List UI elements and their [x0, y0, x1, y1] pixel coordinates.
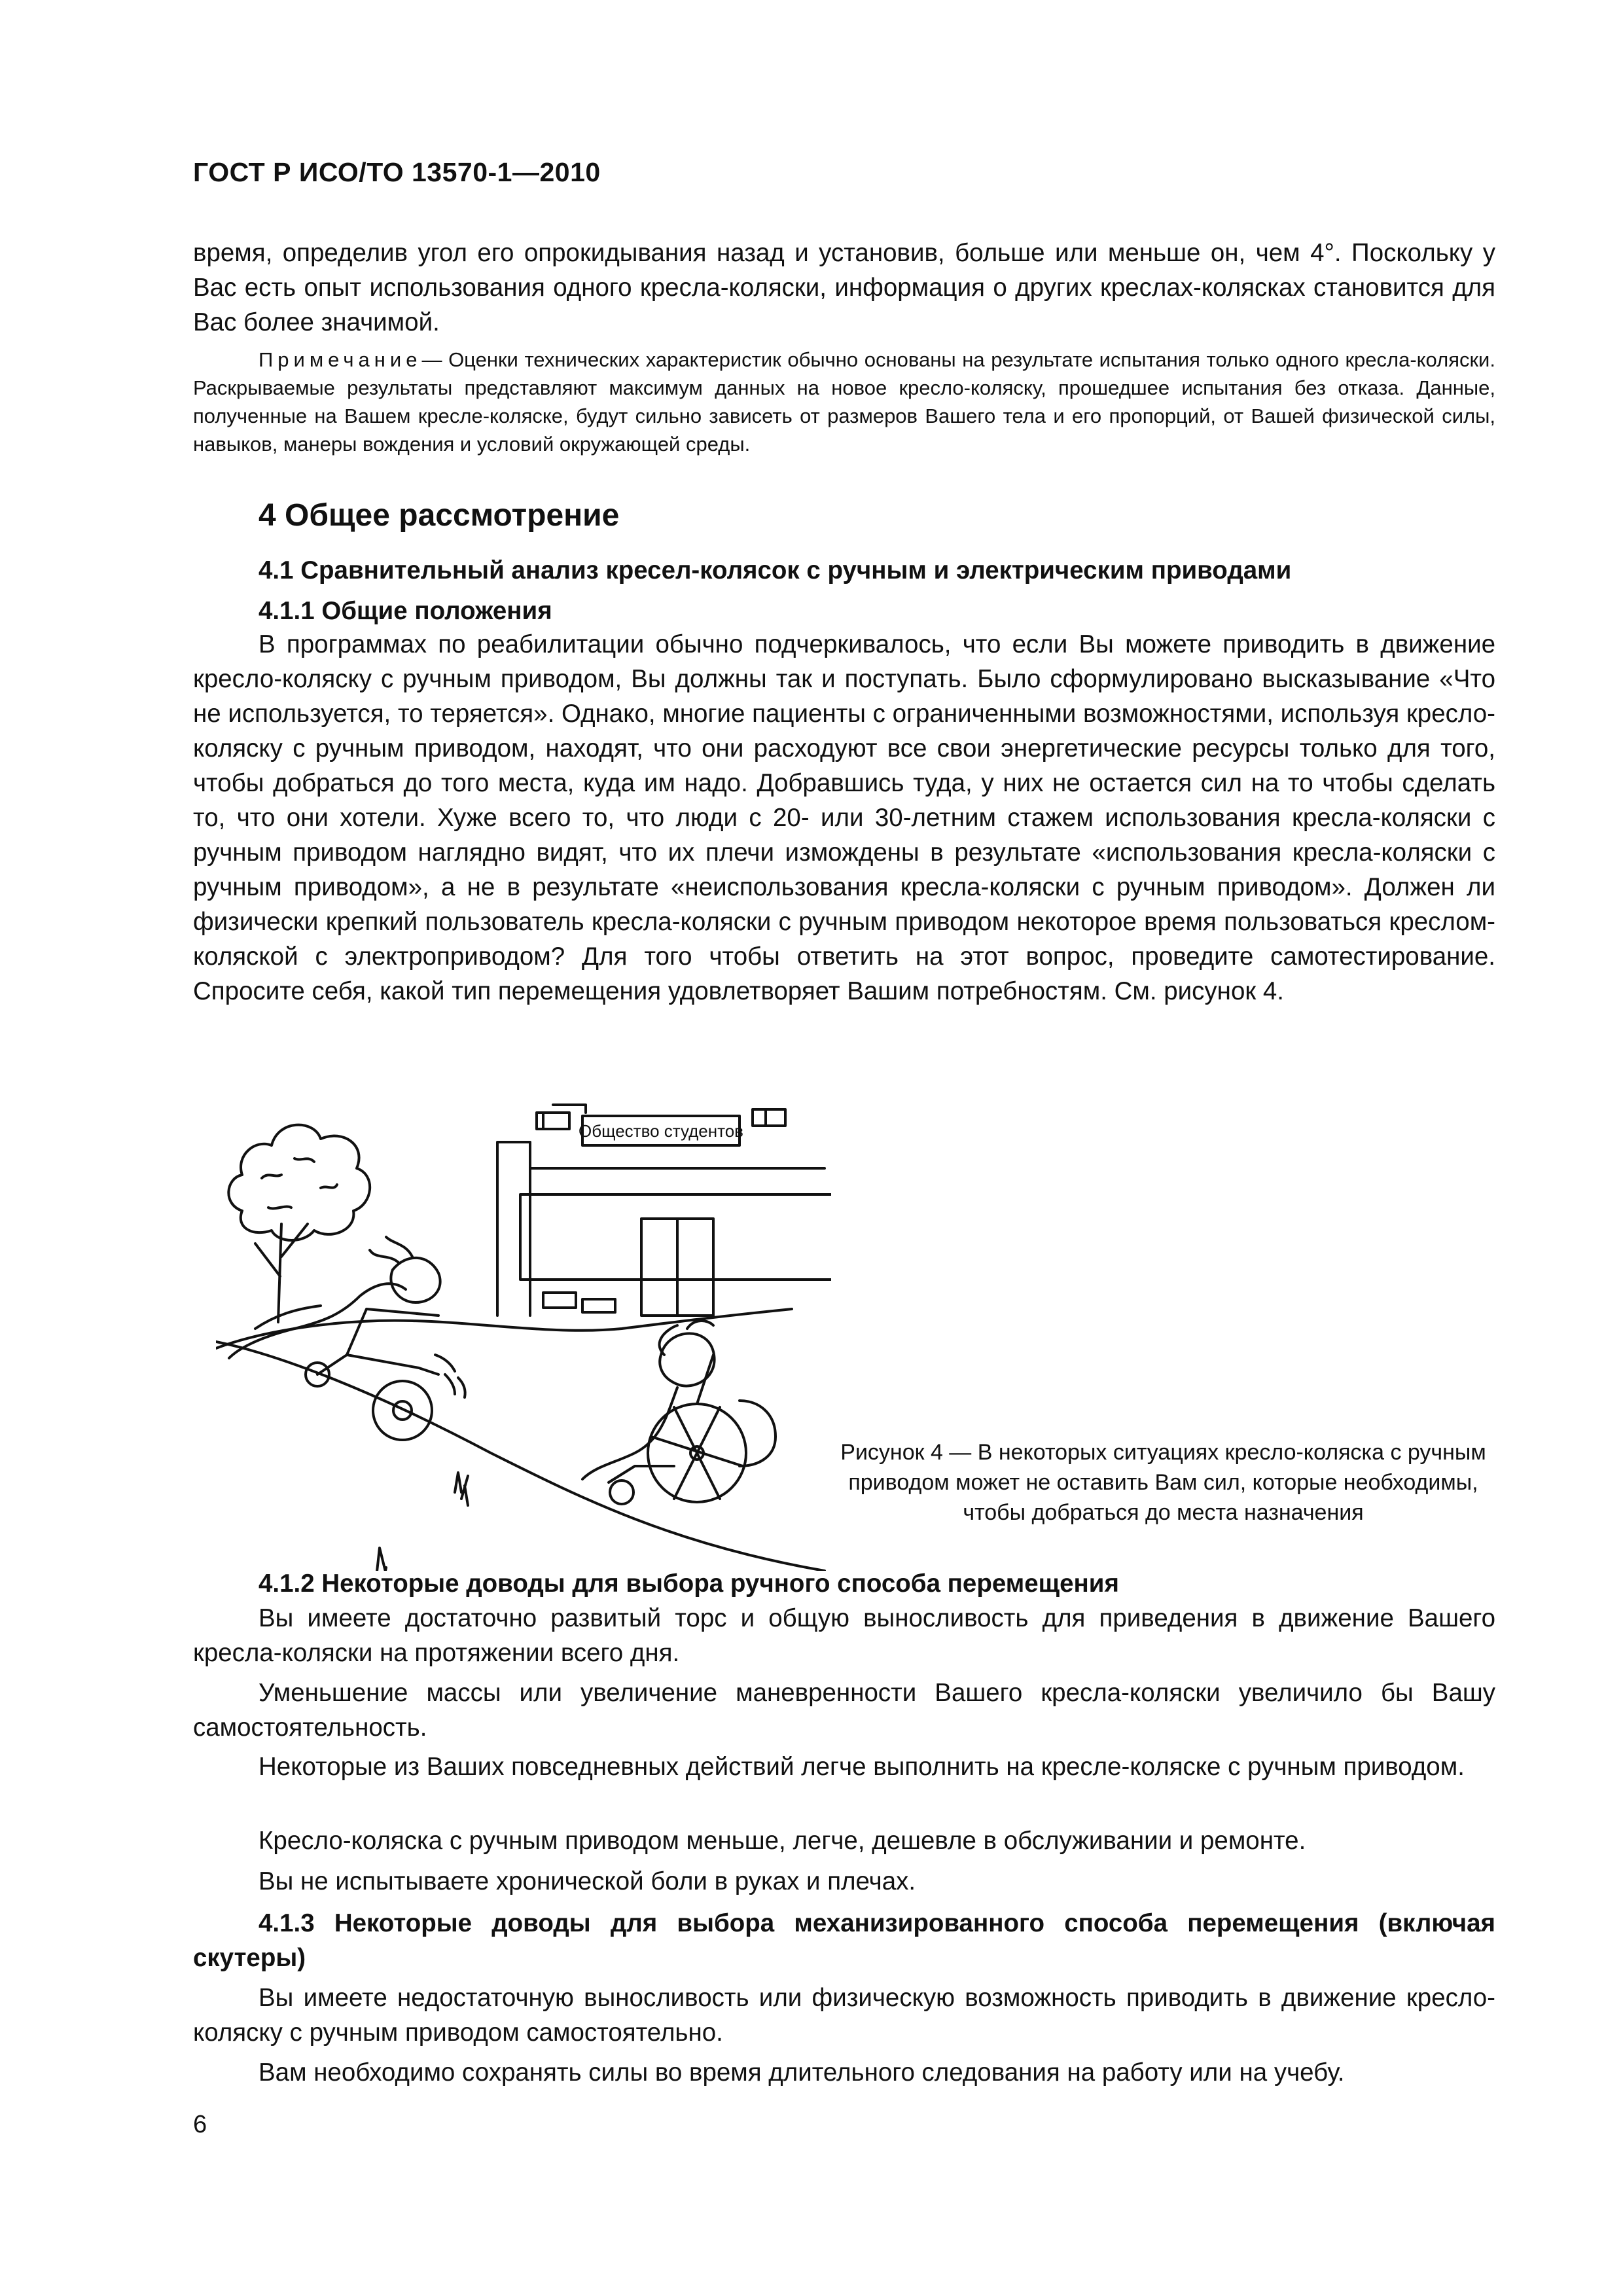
s413-item-2: Вам необходимо сохранять силы во время длительного следования на работу или на учебу. — [259, 2058, 1345, 2087]
tree-drawing — [228, 1125, 370, 1322]
s412-item-4: Кресло-коляска с ручным приводом меньше, легче, дешевле в обслуживании и ремонте. — [259, 1827, 1306, 1855]
building-sign-text: Общество студентов — [578, 1121, 744, 1141]
section-4-1-title: 4.1 Сравнительный анализ кресел-колясок с ручным и электрическим приводами — [259, 556, 1292, 584]
section-4-title: 4 Общее рассмотрение — [259, 498, 620, 533]
document-header: ГОСТ Р ИСО/ТО 13570-1—2010 — [193, 157, 601, 187]
section-4-1-3-title: 4.1.3 Некоторые доводы для выбора механизированного способа перемещения (включая скутеры) — [193, 1909, 1495, 1972]
note-text: — Оценки технических характеристик обычно основаны на результате испытания только одного кресла-коляски. Раскрываемые результаты представляют максимум данных на новое кресло-коляску, прошедшее испытания без отказа. Данные, полученные на Вашем кресле-коляске, будут сильно зависеть от размеров Вашего тела и его пропорций, от Вашей физической силы, навыков, манеры вождения и условий окружающей среды. — [193, 348, 1495, 456]
s412-item-2: Уменьшение массы или увеличение маневренности Вашего кресла-коляски увеличило бы Вашу самостоятельность. — [193, 1679, 1495, 1742]
s412-item-1: Вы имеете достаточно развитый торс и общую выносливость для приведения в движение Вашего кресла-коляски на протяжении всего дня. — [193, 1604, 1495, 1667]
note-paragraph — [193, 346, 1495, 458]
s413-item-1: Вы имеете недостаточную выносливость или физическую возможность приводить в движение кресло-коляску с ручным приводом самостоятельно. — [193, 1984, 1495, 2047]
section-4-1-1-title: 4.1.1 Общие положения — [259, 597, 552, 625]
note-label: Примечание — [259, 348, 422, 371]
s412-item-5: Вы не испытываете хронической боли в руках и плечах. — [259, 1867, 916, 1895]
intro-paragraph: время, определив угол его опрокидывания назад и установив, больше или меньше он, чем 4°. Поскольку у Вас есть опыт использования одного кресла-коляски, информация о других креслах-колясках становится для Вас более значимой. — [193, 239, 1495, 336]
s412-item-3: Некоторые из Ваших повседневных действий легче выполнить на кресле-коляске с ручным приводом. — [259, 1753, 1465, 1781]
wheelchair-user-struggling — [582, 1321, 776, 1504]
section-4-1-2-title: 4.1.2 Некоторые доводы для выбора ручного способа перемещения — [259, 1570, 1119, 1598]
section-4-1-1-text: В программах по реабилитации обычно подчеркивалось, что если Вы можете приводить в движение кресло-коляску с ручным приводом, Вы должны так и поступать. Было сформулировано высказывание «Что не используется, то теряется». Однако, многие пациенты с ограниченными возможностями, используя кресло-коляску с ручным приводом, находят, что они расходуют все свои энергетические ресурсы только для того, чтобы добраться до того места, куда им надо. Добравшись туда, у них не остается сил на то чтобы сделать то, что они хотели. Хуже всего то, что люди с 20- или 30-летним стажем использования кресла-коляски с ручным приводом наглядно видят, что их плечи измождены в результате «использования кресла-коляски с ручным приводом», а не в результате «неиспользования кресла-коляски с ручным приводом». Должен ли физически крепкий пользователь кресла-коляски с ручным приводом некоторое время пользоваться креслом-коляской с электроприводом? Для того чтобы ответить на этот вопрос, проведите самотестирование. Спросите себя, какой тип перемещения удовлетворяет Вашим потребностям. См. рисунок 4. — [193, 630, 1495, 1005]
page-number: 6 — [193, 2111, 207, 2138]
wheelchair-user-tipping — [229, 1237, 465, 1440]
figure-4-illustration — [216, 1047, 831, 1571]
figure-4-caption: Рисунок 4 — В некоторых ситуациях кресло-коляска с ручным приводом может не оставить Вам сил, которые необходимы, чтобы добраться до места назначения — [840, 1440, 1486, 1525]
